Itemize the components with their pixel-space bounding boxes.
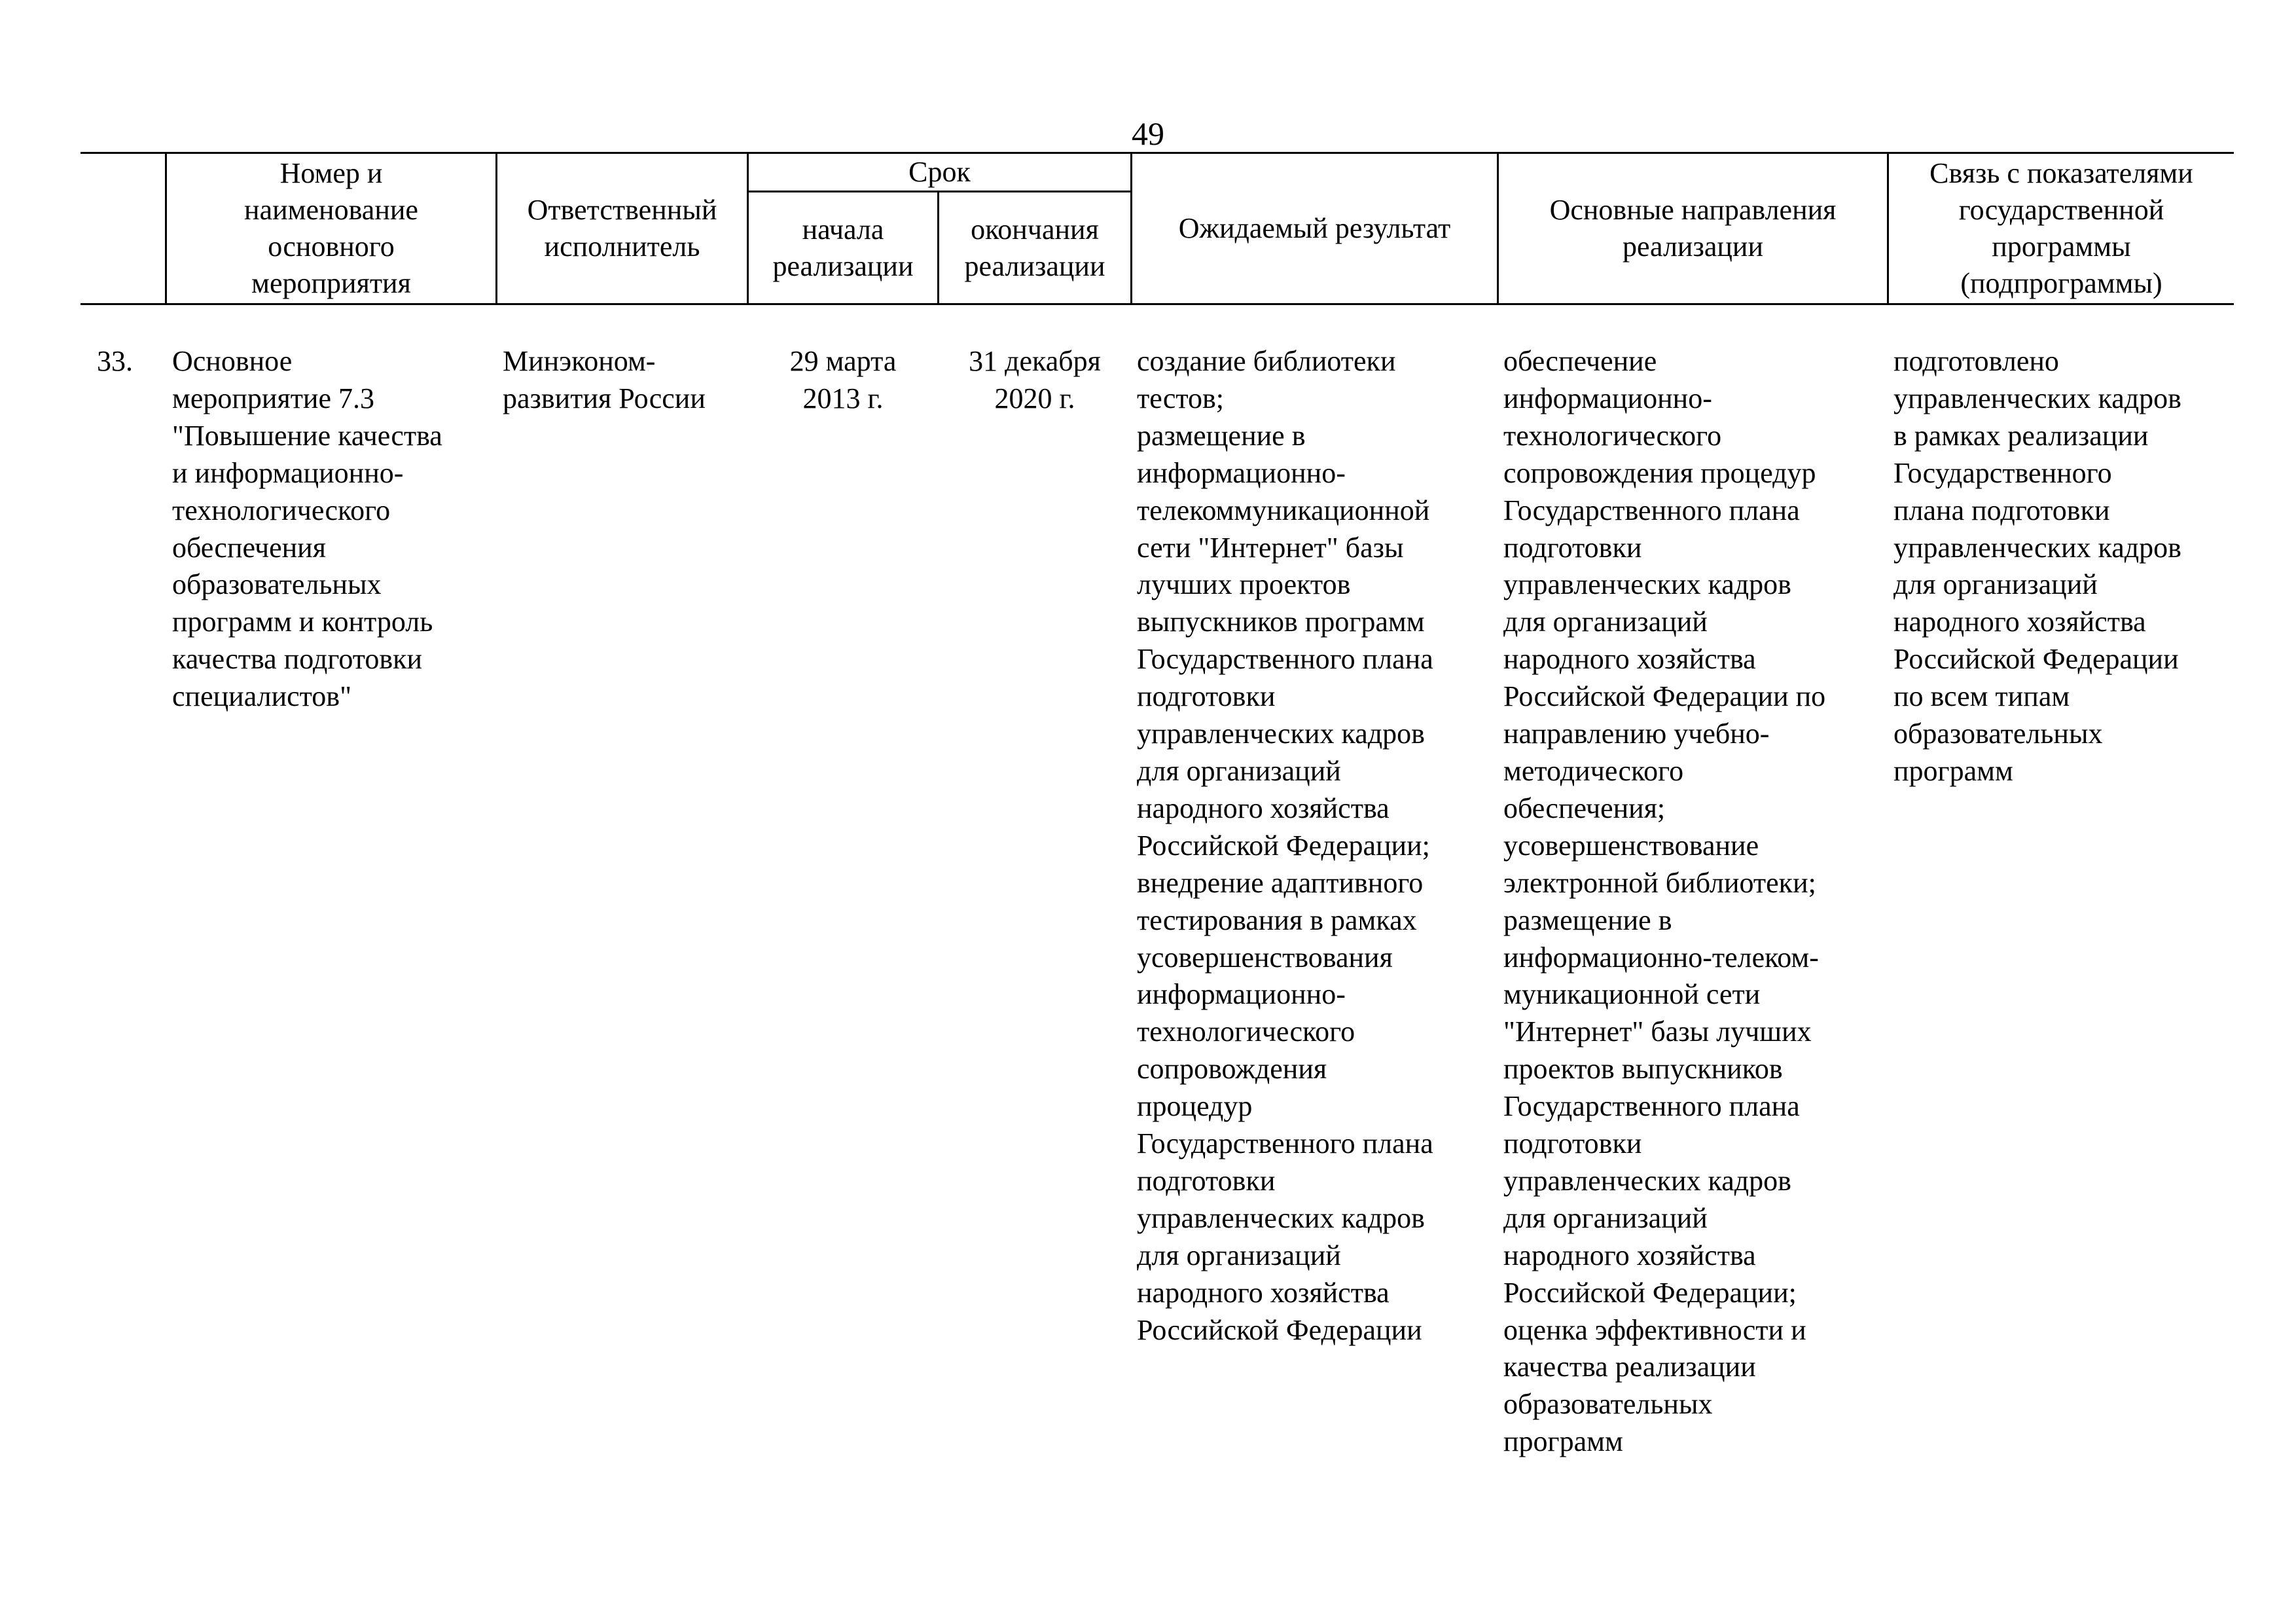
row-link-indicators: подготовлено управленческих кадров в рамках реализации Государственного плана подготовки управленческих кадров для организаций народного хозяйства Российской Федерации по всем типам образовательных программ	[1893, 345, 2181, 787]
header-main-directions: Основные направления реализации	[1549, 193, 1837, 263]
header-link-indicators: Связь с показателями государственной программы (подпрограммы)	[1929, 156, 2193, 299]
header-start: начала реализации	[772, 213, 914, 282]
header-bottom-rule	[81, 303, 2234, 305]
row-expected-result: создание библиотеки тестов; размещение в информационно- телекоммуникационной сети "Интернет" базы лучших проектов выпускников программ Государственного плана подготовки управленческих кадров для организаций народного хозяйства Российской Федерации; внедрение адаптивного тестирования в рамках усовершенствования информационно- технологического сопровождения процедур Государственного плана подготовки управленческих кадров для организаций народного хозяйства Российской Федерации	[1137, 345, 1433, 1346]
page-number: 49	[1132, 115, 1164, 152]
header-responsible: Ответственный исполнитель	[527, 193, 717, 263]
header-term: Срок	[908, 155, 971, 188]
row-name: Основное мероприятие 7.3 "Повышение качества и информационно- технологического обеспечения образовательных программ и контроль качества подготовки специалистов"	[172, 345, 442, 713]
row-responsible: Минэконом- развития России	[503, 345, 706, 414]
row-end: 31 декабря 2020 г.	[969, 345, 1101, 414]
row-main-directions: обеспечение информационно- технологического сопровождения процедур Государственного плана подготовки управленческих кадров для организаций народного хозяйства Российской Федерации по направлению учебно- методического обеспечения; усовершенствование электронной библиотеки; размещение в информационно-телеком- муникационной сети "Интернет" базы лучших проектов выпускников Государственного плана подготовки управленческих кадров для организаций народного хозяйства Российской Федерации; оценка эффективности и качества реализации образовательных программ	[1503, 345, 1826, 1458]
header-number-name: Номер и наименование основного мероприятия	[244, 156, 418, 299]
header-end: окончания реализации	[964, 213, 1105, 282]
header-expected-result: Ожидаемый результат	[1178, 211, 1451, 244]
row-start: 29 марта 2013 г.	[789, 345, 897, 414]
row-number: 33.	[97, 345, 133, 377]
